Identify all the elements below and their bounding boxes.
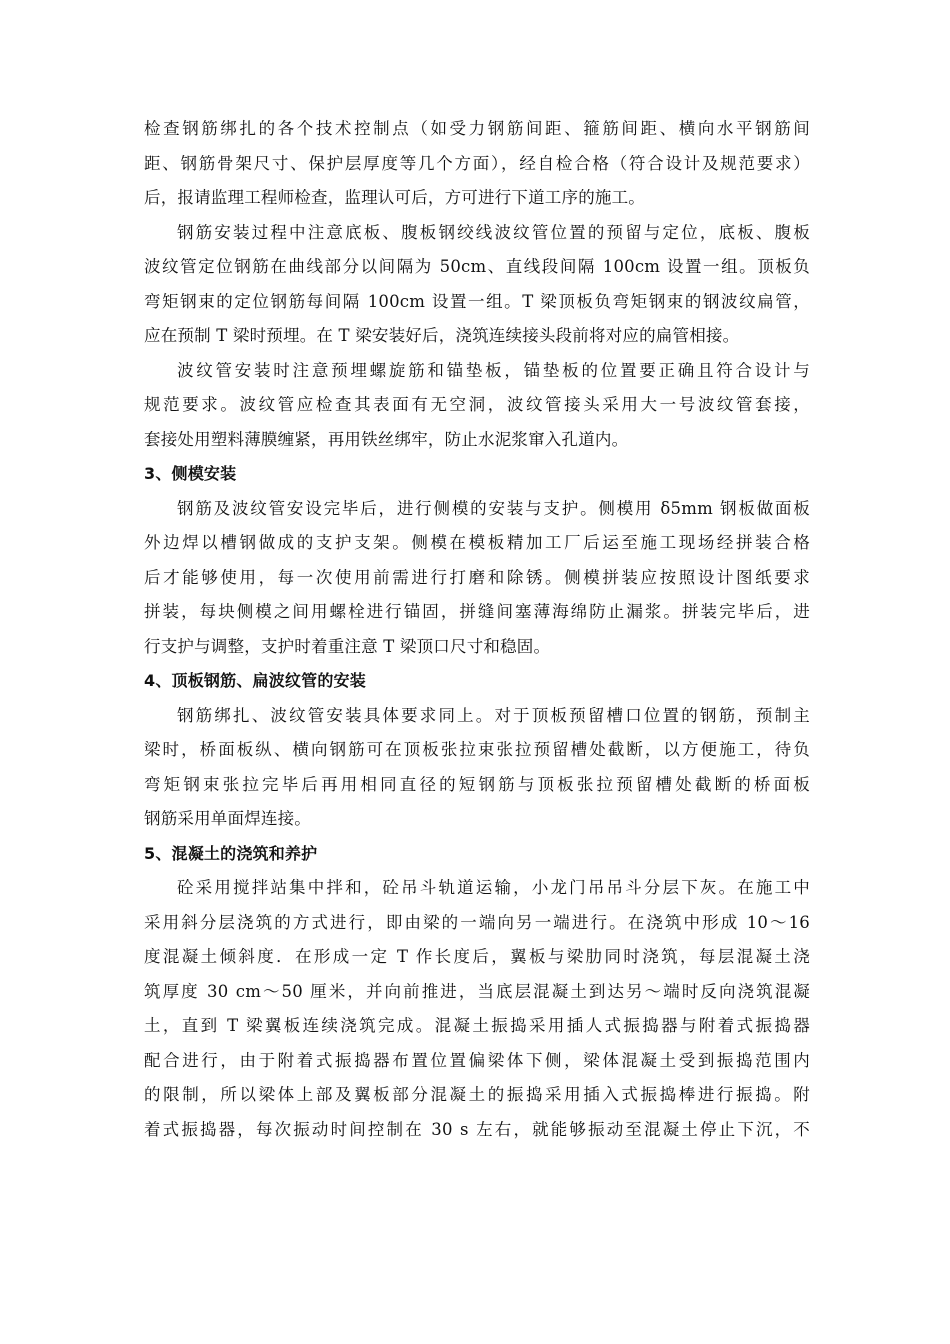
text-line: 检查钢筋绑扎的各个技术控制点（如受力钢筋间距、箍筋间距、横向水平钢筋间 [144,119,810,138]
section-heading: 4、顶板钢筋、扁波纹管的安装 [144,671,366,690]
text-line: 距、钢筋骨架尺寸、保护层厚度等几个方面），经自检合格（符合设计及规范要求） [144,153,810,173]
text-line: 度混凝土倾斜度．在形成一定 T 作长度后，翼板与梁肋同时浇筑，每层混凝土浇 [144,947,810,966]
text-line: 拼装，每块侧模之间用螺栓进行锚固，拼缝间塞薄海绵防止漏浆。拼装完毕后，进 [144,602,810,621]
text-line: 波纹管定位钢筋在曲线部分以间隔为 50cm、直线段间隔 100cm 设置一组。顶板负 [144,257,810,276]
text-line: 应在预制 T 梁时预埋。在 T 梁安装好后，浇筑连续接头段前将对应的扁管相接。 [144,326,740,345]
section-heading: 5、混凝土的浇筑和养护 [144,843,318,863]
paragraph-rebar-installation [144,216,810,354]
text-line: 筑厚度 30 cm～50 厘米，并向前推进，当底层混凝土到达另～端时反向浇筑混凝 [144,981,810,1001]
text-line: 弯矩钢束的定位钢筋每间隔 100cm 设置一组。T 梁顶板负弯矩钢束的钢波纹扁管， [144,291,810,311]
text-line: 土，直到 T 梁翼板连续浇筑完成。混凝土振捣采用插人式振捣器与附着式振捣器 [144,1016,810,1035]
text-line: 钢筋安装过程中注意底板、腹板钢绞线波纹管位置的预留与定位，底板、腹板 [177,222,810,242]
text-line: 后，报请监理工程师检查，监理认可后，方可进行下道工序的施工。 [144,188,645,207]
text-line: 钢筋及波纹管安设完毕后，进行侧模的安装与支护。侧模用 δ5mm 钢板做面板 [177,498,810,518]
text-line: 后才能够使用，每一次使用前需进行打磨和除锈。侧模拼装应按照设计图纸要求 [144,567,810,587]
section-side-formwork [144,457,810,664]
text-line: 弯矩钢束张拉完毕后再用相同直径的短钢筋与顶板张拉预留槽处截断的桥面板 [144,774,810,794]
text-line: 砼采用搅拌站集中拌和，砼吊斗轨道运输，小龙门吊吊斗分层下灰。在施工中 [177,878,810,897]
text-line: 钢筋采用单面焊连接。 [144,809,311,828]
paragraph-rebar-inspection [144,112,810,216]
text-line: 配合进行，由于附着式振捣器布置位置偏梁体下侧，梁体混凝土受到振捣范围内 [144,1050,810,1070]
text-line: 着式振捣器，每次振动时间控制在 30 s 左右，就能够振动至混凝土停止下沉，不 [144,1119,810,1139]
text-line: 规范要求。波纹管应检查其表面有无空洞，波纹管接头采用大一号波纹管套接， [144,395,810,414]
text-line: 钢筋绑扎、波纹管安装具体要求同上。对于顶板预留槽口位置的钢筋，预制主 [177,705,810,725]
text-line: 的限制，所以梁体上部及翼板部分混凝土的振捣采用插入式振捣棒进行振捣。附 [144,1085,810,1104]
text-line: 外边焊以槽钢做成的支护支架。侧模在模板精加工厂后运至施工现场经拼装合格 [144,533,810,552]
section-concrete-pouring [144,837,810,1148]
text-line: 行支护与调整，支护时着重注意 T 梁顶口尺寸和稳固。 [144,636,551,656]
section-heading: 3、侧模安装 [144,464,237,483]
text-line: 梁时，桥面板纵、横向钢筋可在顶板张拉束张拉预留槽处截断，以方便施工，待负 [144,740,810,759]
text-line: 套接处用塑料薄膜缠紧，再用铁丝绑牢，防止水泥浆窜入孔道内。 [144,429,629,449]
document-page [144,112,810,1147]
section-top-slab-rebar [144,664,810,837]
text-line: 波纹管安装时注意预埋螺旋筋和锚垫板，锚垫板的位置要正确且符合设计与 [177,360,810,380]
paragraph-duct-installation [144,354,810,458]
text-line: 采用斜分层浇筑的方式进行，即由梁的一端向另一端进行。在浇筑中形成 10～16 [144,912,810,932]
